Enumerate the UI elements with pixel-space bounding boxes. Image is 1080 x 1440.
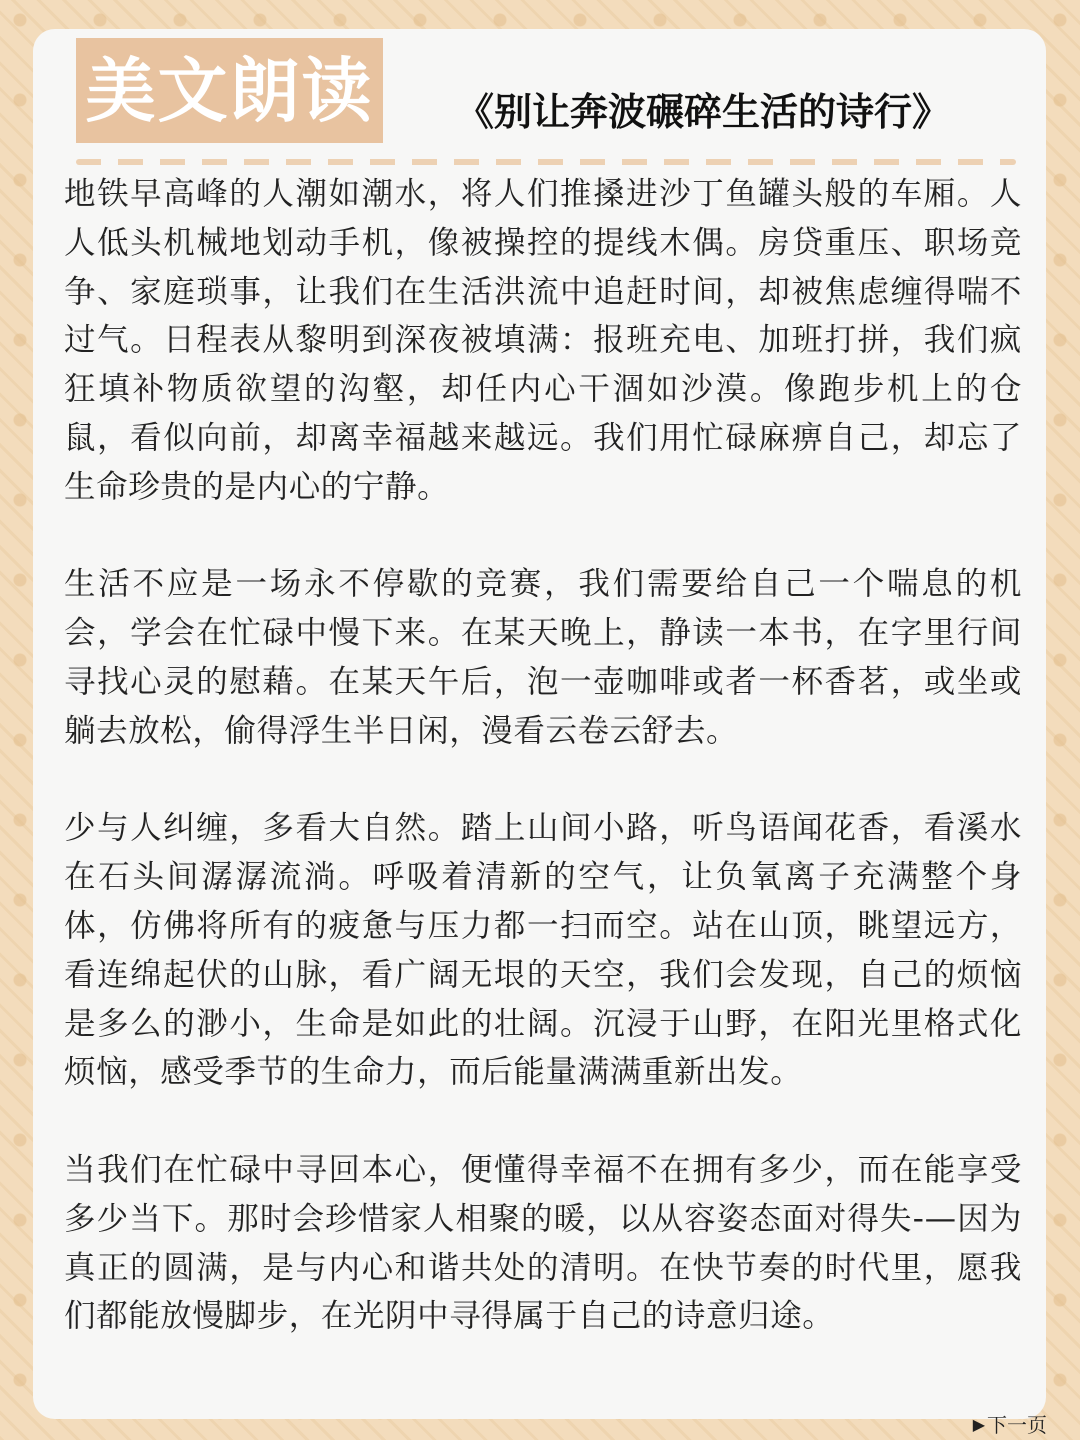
- category-label: [76, 38, 383, 143]
- article-body: [64, 170, 1022, 1390]
- paragraph-4: 当我们在忙碌中寻回本心，便懂得幸福不在拥有多少，而在能享受多少当下。那时会珍惜家人相聚的暖，以从容姿态面对得失-—因为真正的圆满，是与内心和谐共处的清明。在快节奏的时代里，愿我们都能放慢脚步，在光阴中寻得属于自己的诗意归途。: [64, 1151, 1022, 1335]
- play-triangle-icon: ▶: [972, 1415, 985, 1434]
- next-page-button[interactable]: [973, 1412, 1047, 1438]
- paragraph-3: 少与人纠缠，多看大自然。踏上山间小路，听鸟语闻花香，看溪水在石头间潺潺流淌。呼吸着清新的空气，让负氧离子充满整个身体，仿佛将所有的疲惫与压力都一扫而空。站在山顶，眺望远方，看连绵起伏的山脉，看广阔无垠的天空，我们会发现，自己的烦恼是多么的渺小，生命是如此的壮阔。沉浸于山野，在阳光里格式化烦恼，感受季节的生命力，而后能量满满重新出发。: [64, 810, 1022, 1091]
- next-page-label: 下一页: [987, 1413, 1047, 1437]
- article-title: 《别让奔波碾碎生活的诗行》: [456, 90, 951, 134]
- category-label-text: 美文朗读: [85, 48, 374, 132]
- paragraph-1: 地铁早高峰的人潮如潮水，将人们推搡进沙丁鱼罐头般的车厢。人人低头机械地划动手机，像被操控的提线木偶。房贷重压、职场竞争、家庭琐事，让我们在生活洪流中追赶时间，却被焦虑缠得喘不过气。日程表从黎明到深夜被填满：报班充电、加班打拼，我们疯狂填补物质欲望的沟壑，却任内心干涸如沙漠。像跑步机上的仓鼠，看似向前，却离幸福越来越远。我们用忙碌麻痹自己，却忘了生命珍贵的是内心的宁静。: [64, 176, 1022, 505]
- dashed-divider: [76, 159, 1016, 165]
- paragraph-2: 生活不应是一场永不停歇的竞赛，我们需要给自己一个喘息的机会，学会在忙碌中慢下来。在某天晚上，静读一本书，在字里行间寻找心灵的慰藉。在某天午后，泡一壶咖啡或者一杯香茗，或坐或躺去放松，偷得浮生半日闲，漫看云卷云舒去。: [64, 566, 1022, 749]
